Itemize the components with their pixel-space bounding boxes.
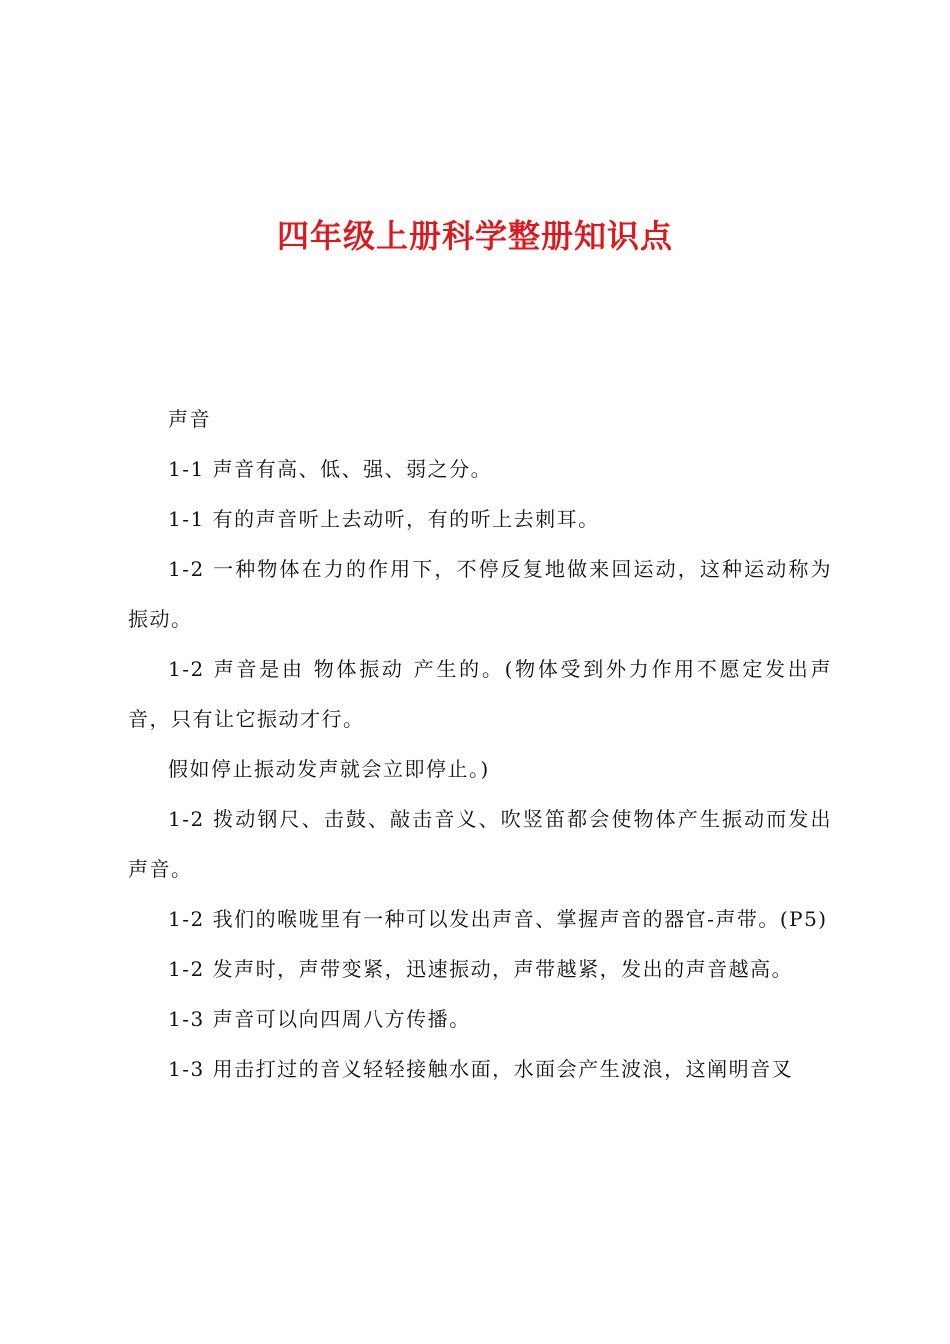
paragraph: 1-1 有的声音听上去动听，有的听上去刺耳。 [168, 507, 600, 531]
paragraph: 1-3 用击打过的音义轻轻接触水面，水面会产生波浪，这阐明音叉 [168, 1057, 794, 1081]
paragraph: 1-1 声音有高、低、强、弱之分。 [168, 457, 493, 481]
paragraph: 1-2 声音是由 物体振动 产生的。(物体受到外力作用不愿定发出声音，只有让它振动才行。 [128, 657, 832, 731]
section-heading: 声音 [168, 407, 211, 431]
document-body [128, 394, 832, 1094]
paragraph: 1-2 发声时，声带变紧，迅速振动，声带越紧，发出的声音越高。 [168, 957, 794, 981]
paragraph: 假如停止振动发声就会立即停止。) [168, 757, 490, 781]
paragraph: 1-2 一种物体在力的作用下，不停反复地做来回运动，这种运动称为振动。 [128, 557, 832, 631]
paragraph: 1-2 我们的喉咙里有一种可以发出声音、掌握声音的器官-声带。(P5) [168, 907, 828, 931]
document-title: 四年级上册科学整册知识点 [276, 217, 673, 255]
paragraph: 1-2 拨动钢尺、击鼓、敲击音义、吹竖笛都会使物体产生振动而发出声音。 [128, 807, 832, 881]
paragraph: 1-3 声音可以向四周八方传播。 [168, 1007, 471, 1031]
